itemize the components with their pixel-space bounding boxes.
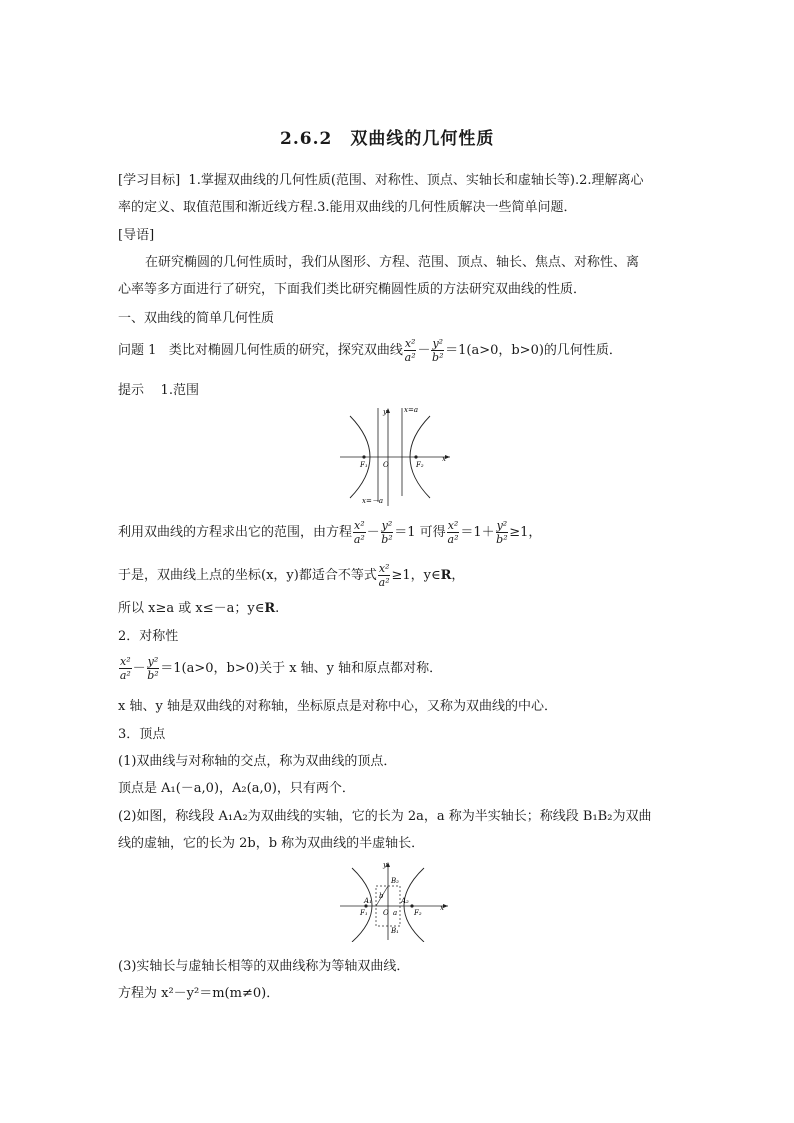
- focus-f2-point: [410, 904, 413, 907]
- question-1-text: 类比对椭圆几何性质的研究，探究双曲线: [168, 343, 403, 358]
- minus-sign: －: [417, 343, 431, 358]
- fraction-x2-a2: $\frac{\text{x²}}{\text{a²}}$: [378, 562, 390, 589]
- vertex-point-2b: 线的虚轴，它的长为 2b，b 称为双曲线的半虚轴长．: [118, 836, 425, 851]
- so-text: 于是，双曲线上点的坐标(x，y)都适合不等式: [118, 568, 377, 583]
- range-text: 利用双曲线的方程求出它的范围，由方程: [118, 525, 353, 540]
- hyperbola-axes-figure: [340, 858, 460, 942]
- intro-line-1: 在研究椭圆的几何性质时，我们从图形、方程、范围、顶点、轴长、焦点、对称性、离: [145, 255, 640, 270]
- question-1: [118, 338, 622, 363]
- fraction-y2-b2: $\frac{\text{y²}}{\text{b²}}$: [147, 655, 159, 682]
- focus-f2-point: [414, 455, 417, 458]
- vertex-point-1: (1)双曲线与对称轴的交点，称为双曲线的顶点．: [118, 754, 397, 769]
- hint-item-range: 1.范围: [160, 383, 199, 398]
- symmetry-text: ＝1(a>0，b>0)关于 x 轴、y 轴和原点都对称．: [160, 661, 443, 676]
- hyperbola-right-branch: [404, 868, 424, 942]
- fraction-y2-b2: $\frac{\text{y²}}{\text{b²}}$: [381, 519, 393, 546]
- range-text-c: ＝1＋: [460, 525, 495, 540]
- fig2-b1-label: B₁: [391, 927, 399, 935]
- fig2-f2-label: F₂: [414, 909, 422, 917]
- fig2-b-label: b: [379, 892, 384, 900]
- so-text-c: ，: [451, 568, 465, 583]
- objectives-tag: [学习目标]: [118, 173, 181, 188]
- vertex-point-2a: (2)如图，称线段 A₁A₂为双曲线的实轴，它的长为 2a，a 称为半实轴长；称线段 B₁B₂为双曲: [118, 809, 652, 824]
- minus-sign: －: [366, 525, 380, 540]
- fig1-f1-label: F₁: [360, 461, 368, 469]
- range-text-d: ≥1，: [509, 525, 542, 540]
- set-r: R: [264, 601, 276, 616]
- question-1-condition: a>0，b>0)的几何性质．: [471, 343, 622, 358]
- symmetry-heading: 2．对称性: [118, 629, 179, 644]
- set-r: R: [440, 568, 452, 583]
- fig2-f1-label: F₁: [360, 909, 368, 917]
- fraction-x2-a2: $\frac{\text{x²}}{\text{a²}}$: [119, 655, 131, 682]
- fig1-f2-label: F₂: [416, 461, 424, 469]
- objectives-line-2: 率的定义、取值范围和渐近线方程.3.能用双曲线的几何性质解决一些简单问题．: [118, 200, 577, 215]
- intro-line-2: 心率等多方面进行了研究，下面我们类比研究椭圆性质的方法研究双曲线的性质．: [118, 282, 587, 297]
- range-derivation: [118, 520, 541, 545]
- fig2-a-label: a: [393, 909, 398, 917]
- fig1-line-a-label: x=a: [404, 406, 418, 414]
- so-text-b: ≥1，y∈: [391, 568, 441, 583]
- vertex-point-3: (3)实轴长与虚轴长相等的双曲线称为等轴双曲线．: [118, 959, 410, 974]
- fig2-x-label: x: [440, 904, 444, 912]
- fraction-x2-a2: $\frac{\text{x²}}{\text{a²}}$: [447, 519, 459, 546]
- fig1-x-label: x: [442, 455, 446, 463]
- symmetry-equation: [118, 656, 442, 681]
- therefore-end: .: [275, 601, 280, 616]
- section-heading-1: 一、双曲线的简单几何性质: [118, 311, 275, 326]
- range-text-b: ＝1 可得: [394, 525, 446, 540]
- hint-label: 提示: [118, 383, 145, 398]
- fig1-y-label: y: [383, 408, 387, 416]
- question-1-label: 问题 1: [118, 343, 157, 358]
- minus-sign: －: [132, 661, 146, 676]
- focus-f1-point: [362, 455, 365, 458]
- vertex-point-3b: 方程为 x²－y²＝m(m≠0)．: [118, 986, 280, 1001]
- fraction-x2-a2: $\frac{\text{x²}}{\text{a²}}$: [353, 519, 365, 546]
- range-inequality: [118, 563, 464, 588]
- fig2-origin-label: O: [383, 909, 389, 917]
- hint-line: [118, 382, 199, 400]
- equals-one: ＝1(: [445, 343, 472, 358]
- hyperbola-left-branch: [352, 868, 372, 942]
- fig2-y-label: y: [383, 861, 387, 869]
- symmetry-axes: x 轴、y 轴是双曲线的对称轴，坐标原点是对称中心，又称为双曲线的中心．: [118, 699, 557, 714]
- fig1-origin-label: O: [383, 461, 389, 469]
- intro-tag: [导语]: [118, 228, 155, 243]
- fraction-y2-b2: $\frac{\text{y²}}{\text{b²}}$: [496, 519, 508, 546]
- fraction-y2-b2: $\frac{\text{y²}}{\text{b²}}$: [432, 337, 444, 364]
- objectives-text: 1.掌握双曲线的几何性质(范围、对称性、顶点、实轴长和虚轴长等).2.理解离心: [188, 173, 644, 188]
- fig2-b2-label: B₂: [391, 877, 399, 885]
- fig2-a1-label: A₁: [364, 897, 372, 905]
- vertex-point-1b: 顶点是 A₁(－a,0)，A₂(a,0)，只有两个．: [118, 781, 355, 796]
- hyperbola-range-figure: [340, 402, 460, 510]
- range-conclusion: [118, 600, 279, 618]
- objectives-line-1: [118, 172, 644, 190]
- fig1-line-neg-a-label: x=－a: [362, 497, 383, 505]
- therefore-text: 所以 x≥a 或 x≤－a；y∈: [118, 601, 265, 616]
- page-title: 2.6.2 双曲线的几何性质: [280, 129, 495, 149]
- fraction-x2-a2: $\frac{\text{x²}}{\text{a²}}$: [404, 337, 416, 364]
- vertex-heading: 3．顶点: [118, 727, 166, 742]
- fig2-a2-label: A₂: [401, 897, 409, 905]
